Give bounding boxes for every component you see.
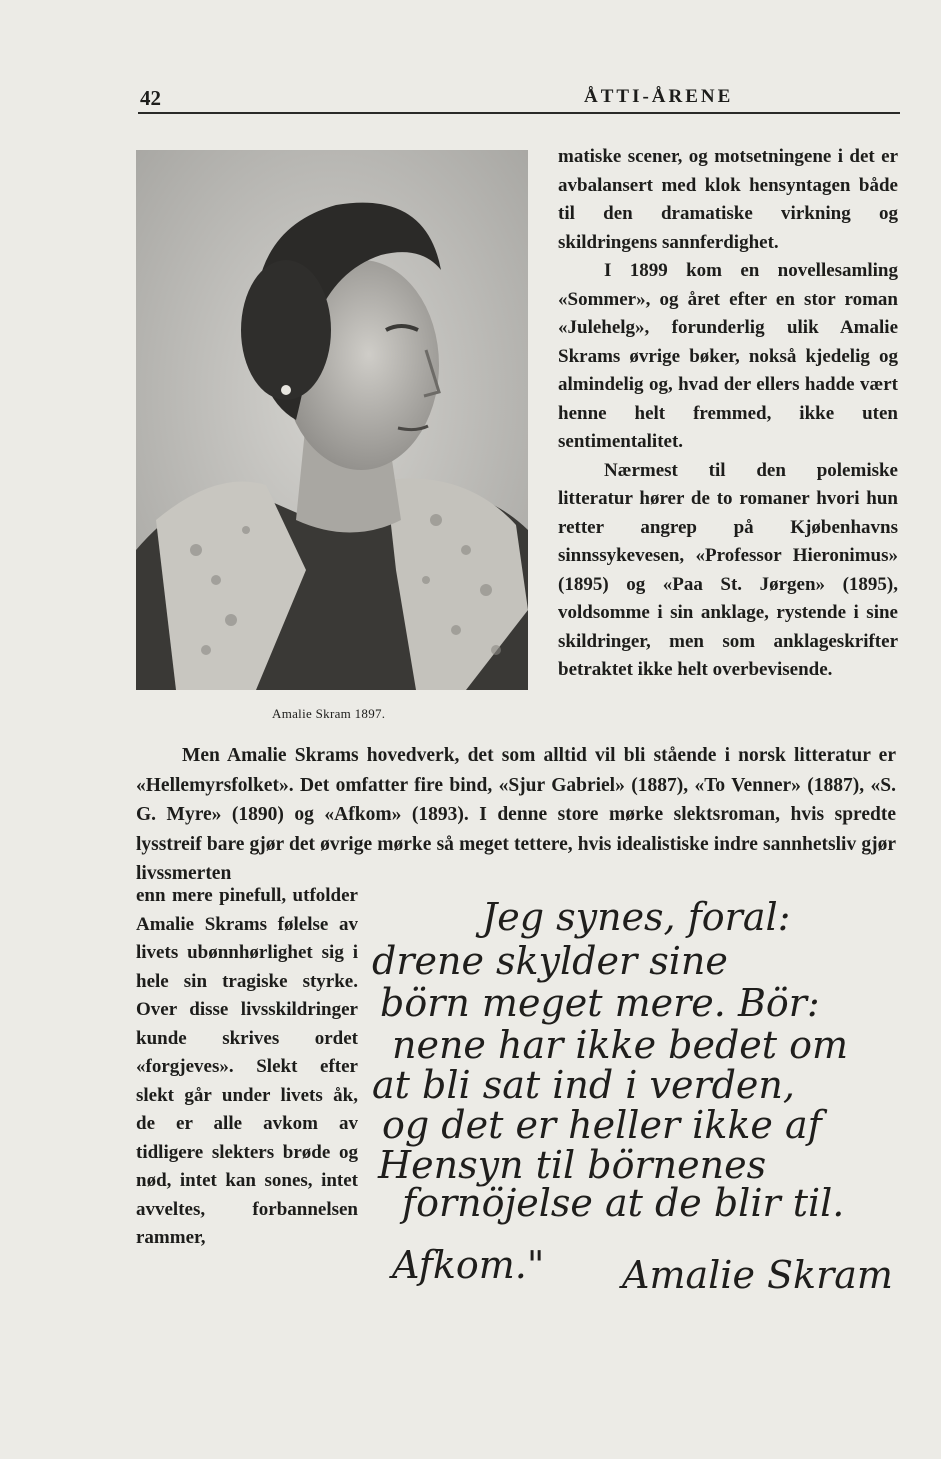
paragraph: I 1899 kom en novellesamling «Sommer», og året efter en stor roman «Julehelg», forunderlig ulik Amalie Skrams øvrige bøker, nokså kjedelig og almindelig og, hvad der ellers hadde vært henne helt fremmed, ikke uten sentimentalitet. [558,260,898,452]
handwriting-line: og det er heller ikke af [382,1103,822,1147]
handwriting-line: drene skylder sine [372,939,728,983]
paragraph: enn mere pinefull, utfolder Amalie Skrams følelse av livets ubønnhørlighet sig i hele sin tragiske styrke. Over disse livsskildringer kunde skrives ordet «forgjeves». Slekt efter slekt går under livets åk, de er alle avkom av tidligere slekters brøde og nød, intet kan sones, intet avveltes, forbannelsen rammer, [136,885,358,1248]
handwritten-letter [372,890,912,1300]
handwriting-line: Hensyn til börnenes [378,1143,767,1187]
right-column-text [558,143,898,685]
page-number: 42 [140,86,161,110]
photo-caption: Amalie Skram 1897. [272,706,386,721]
handwriting-line: Jeg synes, foral: [482,895,791,939]
left-column-text [136,882,358,1253]
handwriting-line: at bli sat ind i verden, [372,1063,795,1107]
handwriting-line: fornöjelse at de blir til. [402,1181,845,1225]
handwriting-line: börn meget mere. Bör: [380,981,820,1025]
running-head [138,82,900,114]
paragraph: matiske scener, og motsetningene i det er avbalansert med klok hensyntagen både til den dramatiske virkning og skildringens sannferdighet. [558,146,898,253]
handwriting-line: nene har ikke bedet om [392,1023,849,1067]
handwriting-signature: Amalie Skram [622,1253,893,1297]
full-width-text [136,741,896,889]
handwriting-line: Afkom." [392,1243,545,1287]
paragraph: Nærmest til den polemiske litteratur hører de to romaner hvori hun retter angrep på Kjøbenhavns sinnssykevesen, «Professor Hieronimus» (1895) og «Paa St. Jørgen» (1895), voldsomme i sin anklage, rystende i sine skildringer, men som anklageskrifter betraktet ikke helt overbevisende. [558,459,898,680]
running-title: ÅTTI-ÅRENE [584,86,734,107]
portrait-photo [136,150,528,690]
paragraph: Men Amalie Skrams hovedverk, det som alltid vil bli stående i norsk litteratur er «Hellemyrsfolket». Det omfatter fire bind, «Sjur Gabriel» (1887), «To Venner» (1887), «S. G. Myre» (1890) og «Afkom» (1893). I denne store mørke slektsroman, hvis spredte lysstreif bare gjør det øvrige mørke så meget tettere, hvis idealistiske indre sannhetsliv gjør livssmerten [136,745,896,884]
